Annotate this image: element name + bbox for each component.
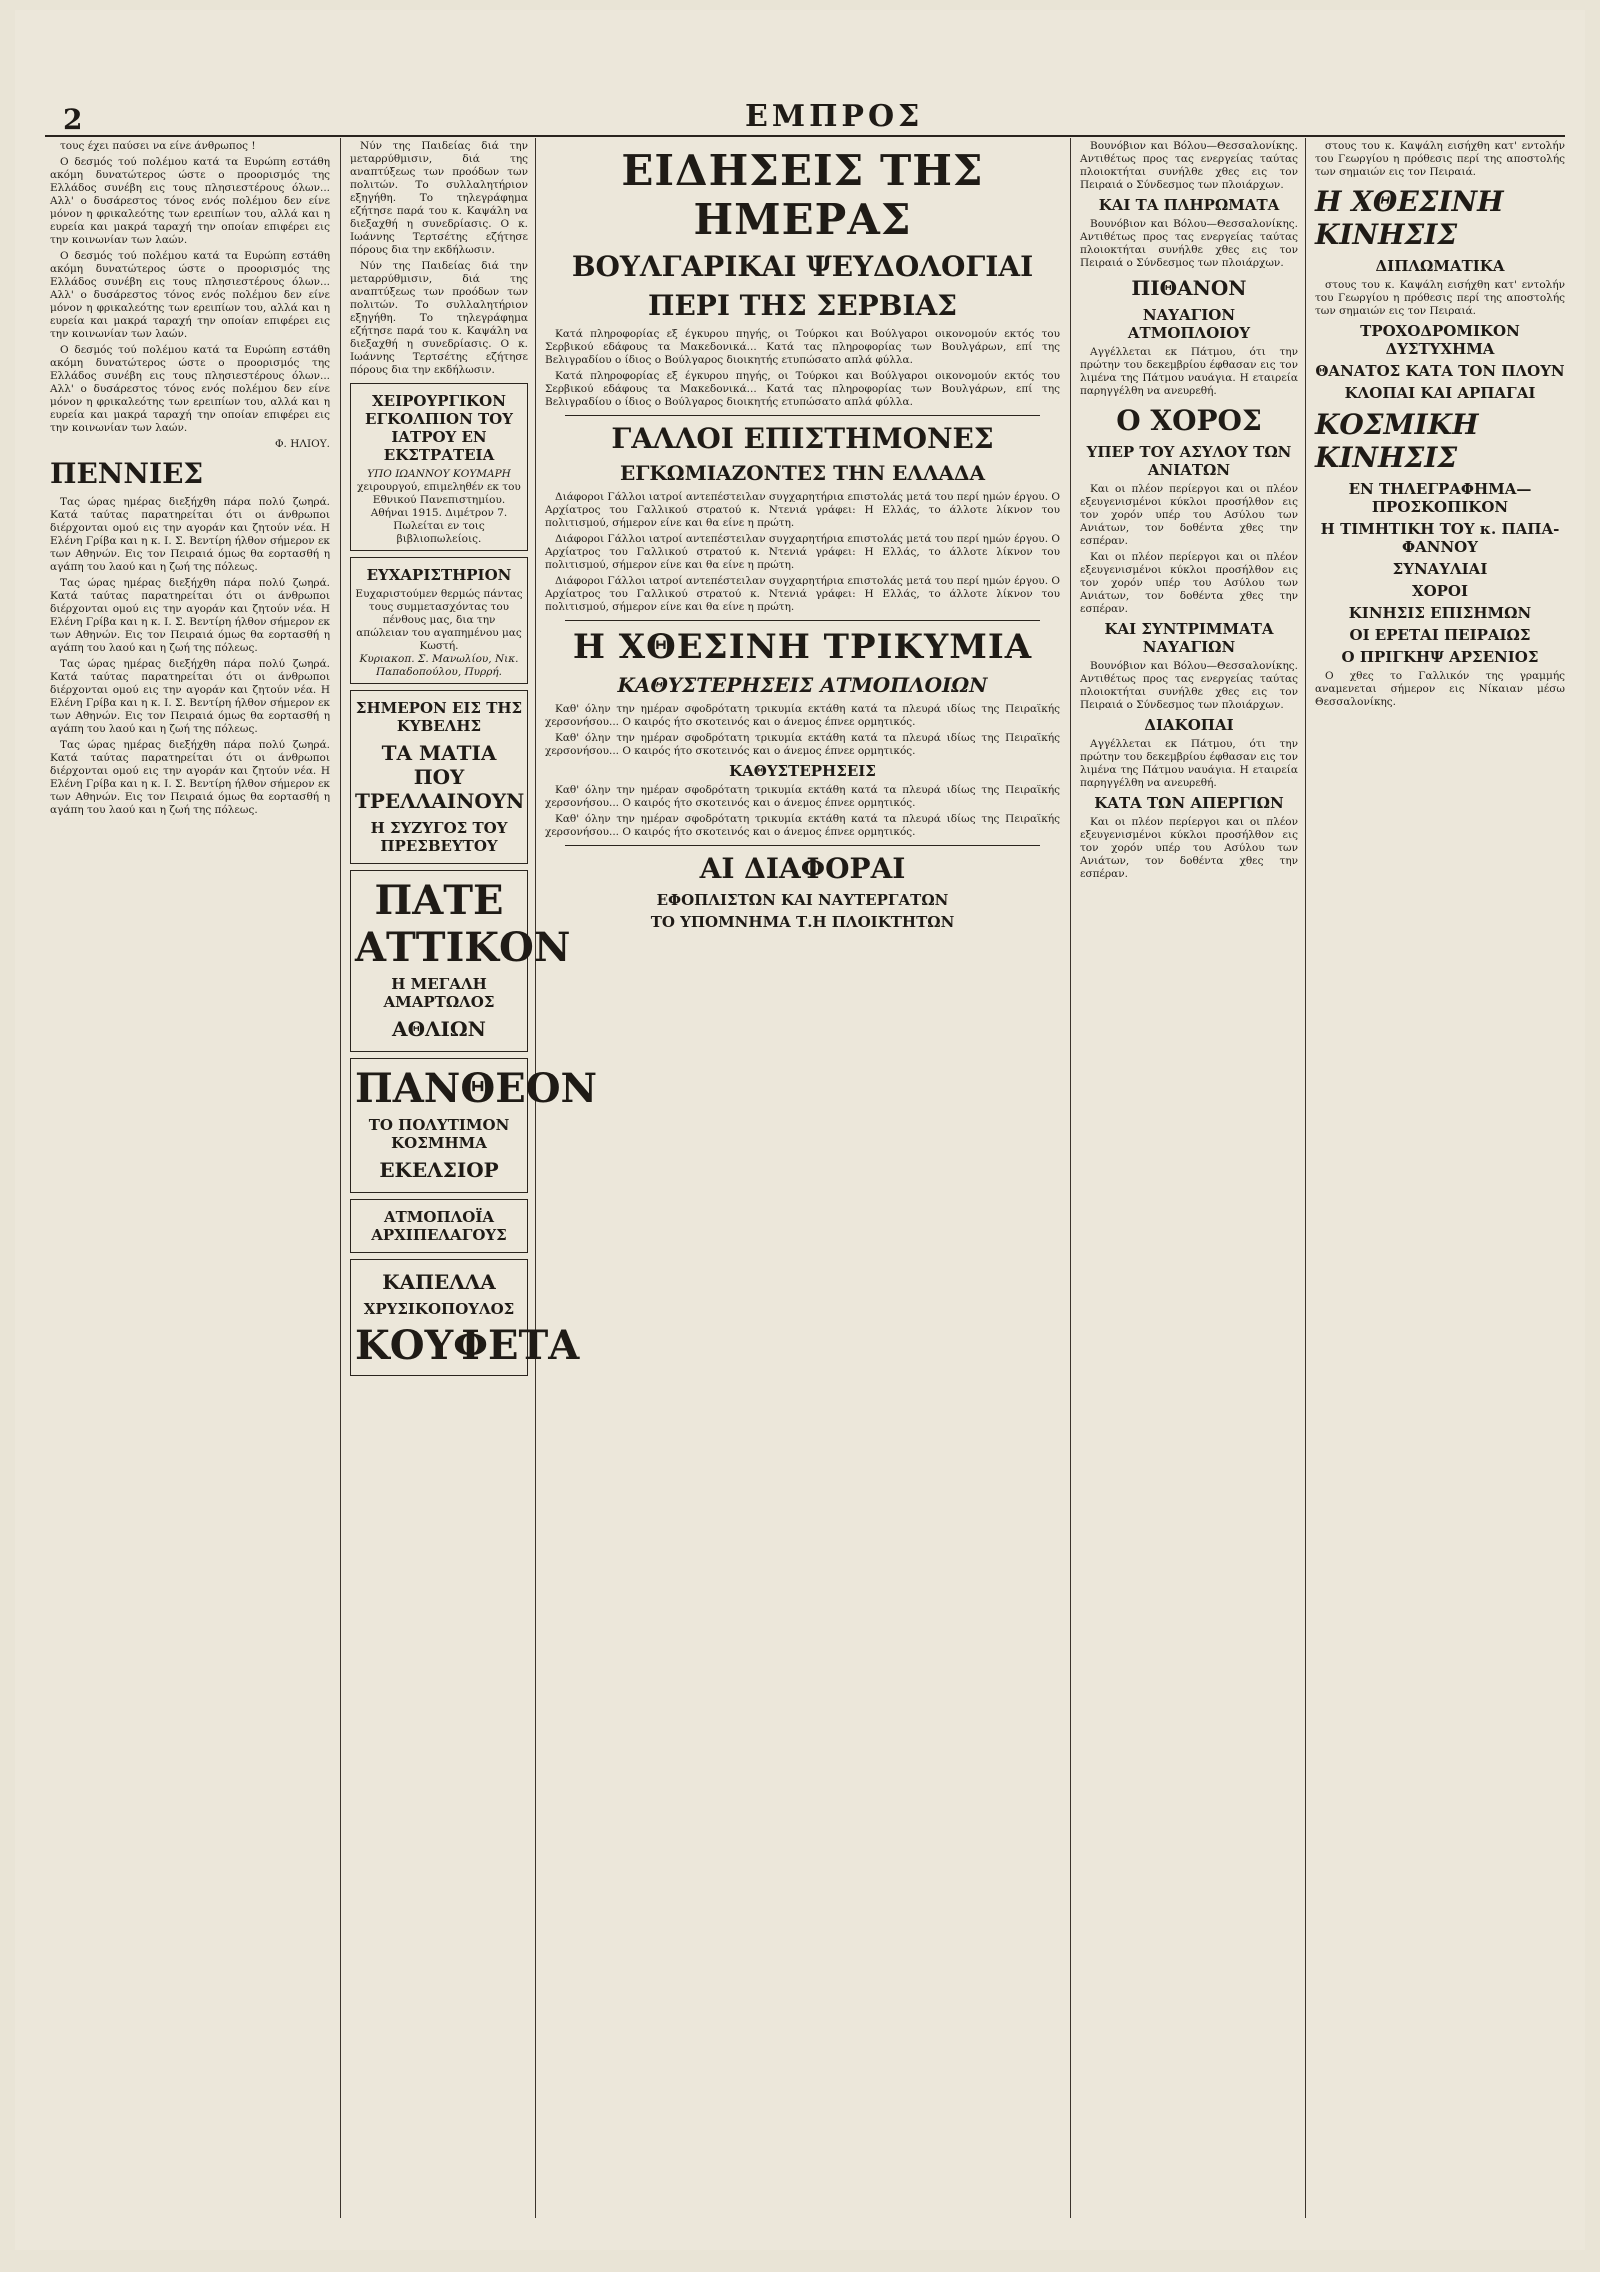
column-5 xyxy=(1315,140,1565,2220)
shipping-title: ΑΤΜΟΠΛΟΪΑ ΑΡΧΙΠΕΛΑΓΟΥΣ xyxy=(371,1208,507,1244)
subhead-strikes: ΚΑΤΑ ΤΩΝ ΑΠΕΡΓΙΩΝ xyxy=(1094,794,1284,812)
subhead-crews: ΚΑΙ ΤΑ ΠΛΗΡΩΜΑΤΑ xyxy=(1098,196,1280,214)
subhead-tram-accident: ΤΡΟΧΟΔΡΟΜΙΚΟΝ ΔΥΣΤΥΧΗΜΑ xyxy=(1360,322,1520,358)
article-text-cont: Και οι πλέον περίεργοι και οι πλέον εξευγενισμένοι κύκλοι προσήλθον εις τον χορόν υπέρ του Ασύλου των Ανιάτων, τον δοθέντα χθες την εσπέραν. xyxy=(1080,816,1298,880)
headline-dance: Ο ΧΟΡΟΣ xyxy=(1116,404,1262,437)
theatre-film: Η ΜΕΓΑΛΗ ΑΜΑΡΤΩΛΟΣ xyxy=(383,975,495,1011)
theatre-header: ΣΗΜΕΡΟΝ ΕΙΣ ΤΗΣ ΚΥΒΕΛΗΣ xyxy=(355,699,523,735)
theatre-pate-ad xyxy=(350,870,571,1052)
headline-storm: Η ΧΘΕΣΙΝΗ ΤΡΙΚΥΜΙΑ xyxy=(572,627,1033,667)
theatre-kyveli-ad xyxy=(350,690,528,864)
article-shipwreck: Αγγέλλεται εκ Πάτμου, ότι την πρώτην του δεκεμβρίου έφθασαν εις τον λιμένα της Πάτμου ναυάγια. Η εταιρεία παρηγγέλθη να ανευρεθή. xyxy=(1080,346,1298,397)
column-rule xyxy=(535,138,536,2218)
theatre-name: ΠΑΝΘΕΟΝ xyxy=(355,1065,598,1112)
column-rule xyxy=(340,138,341,2218)
paper-name: ΕΜΠΡΟΣ xyxy=(745,99,924,134)
theatre-film: ΤΟ ΠΟΛΥΤΙΜΟΝ ΚΟΣΜΗΜΑ xyxy=(368,1116,510,1152)
column-4 xyxy=(1080,140,1298,2220)
article-storm-cont: Καθ' όλην την ημέραν σφοδρότατη τρικυμία εκτάθη κατά τα πλευρά ιδίως της Πειραϊκής χερσονήσου... Ο καιρός ήτο σκοτεινός και ο άνεμος έπνεε ορμητικός. xyxy=(545,813,1060,838)
headline-serbia: ΠΕΡΙ ΤΗΣ ΣΕΡΒΙΑΣ xyxy=(648,289,957,322)
article-text-cont: Αγγέλλεται εκ Πάτμου, ότι την πρώτην του δεκεμβρίου έφθασαν εις τον λιμένα της Πάτμου ναυάγια. Η εταιρεία παρηγγέλθη να ανευρεθή. xyxy=(1080,738,1298,789)
chapel-ad xyxy=(350,1259,580,1376)
article-storm-cont: Καθ' όλην την ημέραν σφοδρότατη τρικυμία εκτάθη κατά τα πλευρά ιδίως της Πειραϊκής χερσονήσου... Ο καιρός ήτο σκοτεινός και ο άνεμος έπνεε ορμητικός. xyxy=(545,784,1060,809)
subhead-prince: Ο ΠΡΙΓΚΗΨ ΑΡΣΕΝΙΟΣ xyxy=(1341,648,1539,666)
subhead-rowers: ΟΙ ΕΡΕΤΑΙ ΠΕΙΡΑΙΩΣ xyxy=(1349,626,1531,644)
thanks-signature: Κυριακοπ. Σ. Μανωλίου, Νικ. Παπαδοπούλου, Πυρρή. xyxy=(359,653,519,678)
masthead xyxy=(45,99,1565,137)
article-text: Βουνόβιον και Βόλου—Θεσσαλονίκης. Αντιθέτως προς τας ενεργείας ταύτας πλοιοκτήται συνήλθε χθες εις τον Πειραιά ο Σύνδεσμος των πλοιάρχων. xyxy=(1080,140,1298,191)
subhead-honor: Η ΤΙΜΗΤΙΚΗ ΤΟΥ κ. ΠΑΠΑ-ΦΑΝΝΟΥ xyxy=(1320,520,1560,556)
subhead-officials: ΚΙΝΗΣΙΣ ΕΠΙΣΗΜΩΝ xyxy=(1348,604,1532,622)
subhead-interruptions: ΔΙΑΚΟΠΑΙ xyxy=(1144,716,1234,734)
theatre-next: Η ΣΥΖΥΓΟΣ ΤΟΥ ΠΡΕΣΒΕΥΤΟΥ xyxy=(370,819,508,855)
page-number: 2 xyxy=(63,103,83,136)
article-french-cont: Διάφοροι Γάλλοι ιατροί αντεπέστειλαν συγχαρητήρια επιστολάς μετά του περί ημών έργου. Ο Αρχίατρος του Γαλλικού στρατού κ. Ντενιά γράφει: Η Ελλάς, το άλλοτε λίκνον του πολιτισμού, σήμερον είνε και θα είνε η πρώτη. xyxy=(545,533,1060,571)
headline-disputes-sub2: ΤΟ ΥΠΟΜΝΗΜΑ Τ.Η ΠΛΟΙΚΤΗΤΩΝ xyxy=(650,913,955,931)
headline-disputes: ΑΙ ΔΙΑΦΟΡΑΙ xyxy=(699,852,906,885)
article-french-cont: Διάφοροι Γάλλοι ιατροί αντεπέστειλαν συγχαρητήρια επιστολάς μετά του περί ημών έργου. Ο Αρχίατρος του Γαλλικού στρατού κ. Ντενιά γράφει: Η Ελλάς, το άλλοτε λίκνον του πολιτισμού, σήμερον είνε και θα είνε η πρώτη. xyxy=(545,575,1060,613)
article-text: στους του κ. Καψάλη εισήχθη κατ' εντολήν του Γεωργίου η πρόθεσις περί της αποστολής των σημαιών εις τον Πειραιά. xyxy=(1315,140,1565,178)
theatre-next: ΑΘΛΙΩΝ xyxy=(392,1017,486,1041)
section-text: Τας ώρας ημέρας διεξήχθη πάρα πολύ ζωηρά. Κατά ταύτας παρατηρείται ότι οι άνθρωποι διέρχονται ομού εις την αγοράν και ζητούν νέα. Η Ελένη Γρίβα και η κ. Ι. Σ. Βεντίρη ήλθον σήμερον εκ των Αθηνών. Εις τον Πειραιά όμως θα εορτασθή η αγάπη του λαού και η ζωή της πόλεως. xyxy=(50,496,330,573)
divider xyxy=(565,415,1040,416)
sweets-title: ΚΟΥΦΕΤΑ xyxy=(355,1322,580,1369)
headline-shipwreck: ΠΙΘΑΝΟΝ xyxy=(1131,276,1247,300)
editorial-text-cont: Ο δεσμός τού πολέμου κατά τα Ευρώπη εστάθη ακόμη δυνατώτερος ώστε ο προορισμός της Ελλάδος συνέβη εις τους πλησιεστέρους όλων... Αλλ' ο δυσάρεστος τόνος ενός πολέμου δεν είνε μόνον η φρικαλεότης των ερειπίων του, αλλά και η ευρεία και μακρά ταραχή την οποίαν επιφέρει εις την κοινωνίαν των λαών. xyxy=(50,250,330,340)
article-text-cont: Βουνόβιον και Βόλου—Θεσσαλονίκης. Αντιθέτως προς τας ενεργείας ταύτας πλοιοκτήται συνήλθε χθες εις τον Πειραιά ο Σύνδεσμος των πλοιάρχων. xyxy=(1080,218,1298,269)
headline-disputes-sub: ΕΦΟΠΛΙΣΤΩΝ ΚΑΙ ΝΑΥΤΕΡΓΑΤΩΝ xyxy=(656,891,949,909)
divider xyxy=(565,620,1040,621)
theatre-play: ΤΑ ΜΑΤΙΑ ΠΟΥ ΤΡΕΛΛΑΙΝΟΥΝ xyxy=(355,741,525,813)
article-dance-cont: Και οι πλέον περίεργοι και οι πλέον εξευγενισμένοι κύκλοι προσήλθον εις τον χορόν υπέρ του Ασύλου των Ανιάτων, τον δοθέντα χθες την εσπέραν. xyxy=(1080,551,1298,615)
theatre-pantheon-ad xyxy=(350,1058,598,1193)
theatre-name: ΠΑΤΕ ΑΤΤΙΚΟΝ xyxy=(355,877,571,971)
subhead-delays: ΚΑΘΥΣΤΕΡΗΣΕΙΣ xyxy=(729,762,876,780)
headline-dance-sub: ΥΠΕΡ ΤΟΥ ΑΣΥΛΟΥ ΤΩΝ ΑΝΙΑΤΩΝ xyxy=(1086,443,1292,479)
intro-line: τους έχει παύσει να είνε άνθρωπος ! xyxy=(60,140,256,152)
headline-shipwreck-sub: ΝΑΥΑΓΙΟΝ ΑΤΜΟΠΛΟΙΟΥ xyxy=(1127,306,1251,342)
article-bulgarian-cont: Κατά πληροφορίας εξ έγκυρου πηγής, οι Τούρκοι και Βούλγαροι οικονομούν εκτός του Σερβικού εδάφους τα Μακεδονικά... Κατά τας πληροφορίας των Βουλγάρων, επί της Βελιγραδίου ο ίδιος ο Βούλγαρος διοικητής ετυπώσατο απλά φύλλα. xyxy=(545,370,1060,408)
headline-french-sub: ΕΓΚΩΜΙΑΖΟΝΤΕΣ ΤΗΝ ΕΛΛΑΔΑ xyxy=(619,461,986,485)
article-dance: Και οι πλέον περίεργοι και οι πλέον εξευγενισμένοι κύκλοι προσήλθον εις τον χορόν υπέρ του Ασύλου των Ανιάτων, τον δοθέντα χθες την εσπέραν. xyxy=(1080,483,1298,547)
column-2 xyxy=(350,140,598,2220)
subhead-wreckage: ΚΑΙ ΣΥΝΤΡΙΜΜΑΤΑ ΝΑΥΑΓΙΩΝ xyxy=(1104,620,1274,656)
article-text-cont: Νύν της Παιδείας διά την μεταρρύθμισιν, διά της αναπτύξεως των προόδων των πολιτών. Το συλλαλητήριον εξηγήθη. Το τηλεγράφημα εζήτησε παρά του κ. Καψάλη να διεξαχθή η συνεδρίασις. Ο κ. Ιωάννης Τερτσέτης εζήτησε πόρους δια την εκδήλωσιν. xyxy=(350,260,528,376)
newspaper-page xyxy=(15,10,1585,2250)
thanks-text: Ευχαριστούμεν θερμώς πάντας τους συμμετασχόντας του πένθους μας, δια την απώλειαν του αγαπημένου μας Κωστή. xyxy=(355,588,523,652)
main-news-title: ΕΙΔΗΣΕΙΣ ΤΗΣ ΗΜΕΡΑΣ xyxy=(621,146,984,244)
signature: Φ. ΗΛΙΟΥ. xyxy=(274,438,330,450)
column-rule xyxy=(1070,138,1071,2218)
closing-text: Ο χθες το Γαλλικόν της γραμμής αναμενεται σήμερον εις Νίκαιαν μέσω Θεσσαλονίκης. xyxy=(1315,670,1565,708)
thanks-notice xyxy=(350,557,528,684)
headline-french: ΓΑΛΛΟΙ ΕΠΙΣΤΗΜΟΝΕΣ xyxy=(611,422,994,455)
subhead-diplomatic: ΔΙΠΛΩΜΑΤΙΚΑ xyxy=(1375,257,1505,275)
article-storm-cont: Καθ' όλην την ημέραν σφοδρότατη τρικυμία εκτάθη κατά τα πλευρά ιδίως της Πειραϊκής χερσονήσου... Ο καιρός ήτο σκοτεινός και ο άνεμος έπνεε ορμητικός. xyxy=(545,732,1060,757)
ad-text: χειρουργού, επιμεληθέν εκ του Εθνικού Πανεπιστημίου. Αθήναι 1915. Διμέτρον 7. Πωλείται εν τοις βιβλιοπωλείοις. xyxy=(357,481,521,545)
subhead-thefts: ΚΛΟΠΑΙ ΚΑΙ ΑΡΠΑΓΑΙ xyxy=(1344,384,1536,402)
column-3 xyxy=(545,140,1060,2220)
editorial-text-cont: Ο δεσμός τού πολέμου κατά τα Ευρώπη εστάθη ακόμη δυνατώτερος ώστε ο προορισμός της Ελλάδος συνέβη εις τους πλησιεστέρους όλων... Αλλ' ο δυσάρεστος τόνος ενός πολέμου δεν είνε μόνον η φρικαλεότης των ερειπίων του, αλλά και η ευρεία και μακρά ταραχή την οποίαν επιφέρει εις την κοινωνίαν των λαών. xyxy=(50,344,330,434)
subhead-concerts: ΣΥΝΑΥΛΙΑΙ xyxy=(1392,560,1488,578)
ad-surgical-handbook xyxy=(350,383,528,551)
section-text-cont: Τας ώρας ημέρας διεξήχθη πάρα πολύ ζωηρά. Κατά ταύτας παρατηρείται ότι οι άνθρωποι διέρχονται ομού εις την αγοράν και ζητούν νέα. Η Ελένη Γρίβα και η κ. Ι. Σ. Βεντίρη ήλθον σήμερον εκ των Αθηνών. Εις τον Πειραιά όμως θα εορτασθή η αγάπη του λαού και η ζωή της πόλεως. xyxy=(50,577,330,654)
article-french: Διάφοροι Γάλλοι ιατροί αντεπέστειλαν συγχαρητήρια επιστολάς μετά του περί ημών έργου. Ο Αρχίατρος του Γαλλικού στρατού κ. Ντενιά γράφει: Η Ελλάς, το άλλοτε λίκνον του πολιτισμού, σήμερον είνε και θα είνε η πρώτη. xyxy=(545,491,1060,529)
article-text-cont: Βουνόβιον και Βόλου—Θεσσαλονίκης. Αντιθέτως προς τας ενεργείας ταύτας πλοιοκτήται συνήλθε χθες εις τον Πειραιά ο Σύνδεσμος των πλοιάρχων. xyxy=(1080,660,1298,711)
shipping-ad xyxy=(350,1199,528,1253)
headline-storm-sub: ΚΑΘΥΣΤΕΡΗΣΕΙΣ ΑΤΜΟΠΛΟΙΩΝ xyxy=(617,673,988,697)
section-yesterdays-movement: Η ΧΘΕΣΙΝΗ ΚΙΝΗΣΙΣ xyxy=(1315,185,1504,251)
section-text-cont: Τας ώρας ημέρας διεξήχθη πάρα πολύ ζωηρά. Κατά ταύτας παρατηρείται ότι οι άνθρωποι διέρχονται ομού εις την αγοράν και ζητούν νέα. Η Ελένη Γρίβα και η κ. Ι. Σ. Βεντίρη ήλθον σήμερον εκ των Αθηνών. Εις τον Πειραιά όμως θα εορτασθή η αγάπη του λαού και η ζωή της πόλεως. xyxy=(50,739,330,816)
chapel-name: ΧΡΥΣΙΚΟΠΟΥΛΟΣ xyxy=(363,1300,515,1318)
divider xyxy=(565,845,1040,846)
headline-bulgarian: ΒΟΥΛΓΑΡΙΚΑΙ ΨΕΥΔΟΛΟΓΙΑΙ xyxy=(571,250,1034,283)
article-bulgarian: Κατά πληροφορίας εξ έγκυρου πηγής, οι Τούρκοι και Βούλγαροι οικονομούν εκτός του Σερβικού εδάφους τα Μακεδονικά... Κατά τας πληροφορίας των Βουλγάρων, επί της Βελιγραδίου ο ίδιος ο Βούλγαρος διοικητής ετυπώσατο απλά φύλλα. xyxy=(545,328,1060,366)
section-social: ΚΟΣΜΙΚΗ ΚΙΝΗΣΙΣ xyxy=(1315,408,1479,474)
article-text: Νύν της Παιδείας διά την μεταρρύθμισιν, διά της αναπτύξεως των προόδων των πολιτών. Το συλλαλητήριον εξηγήθη. Το τηλεγράφημα εζήτησε παρά του κ. Καψάλη να διεξαχθή η συνεδρίασις. Ο κ. Ιωάννης Τερτσέτης εζήτησε πόρους δια την εκδήλωσιν. xyxy=(350,140,528,256)
column-rule xyxy=(1305,138,1306,2218)
theatre-next: ΕΚΕΛΣΙΟΡ xyxy=(379,1158,499,1182)
editorial-text: Ο δεσμός τού πολέμου κατά τα Ευρώπη εστάθη ακόμη δυνατώτερος ώστε ο προορισμός της Ελλάδος συνέβη εις τους πλησιεστέρους όλων... Αλλ' ο δυσάρεστος τόνος ενός πολέμου δεν είνε μόνον η φρικαλεότης των ερειπίων του, αλλά και η ευρεία και μακρά ταραχή την οποίαν επιφέρει εις την κοινωνίαν των λαών. xyxy=(50,156,330,246)
subhead-death: ΘΑΝΑΤΟΣ ΚΑΤΑ ΤΟΝ ΠΛΟΥΝ xyxy=(1315,362,1565,380)
section-text-cont: Τας ώρας ημέρας διεξήχθη πάρα πολύ ζωηρά. Κατά ταύτας παρατηρείται ότι οι άνθρωποι διέρχονται ομού εις την αγοράν και ζητούν νέα. Η Ελένη Γρίβα και η κ. Ι. Σ. Βεντίρη ήλθον σήμερον εκ των Αθηνών. Εις τον Πειραιά όμως θα εορτασθή η αγάπη του λαού και η ζωή της πόλεως. xyxy=(50,658,330,735)
thanks-title: ΕΥΧΑΡΙΣΤΗΡΙΟΝ xyxy=(366,566,512,584)
ad-author: ΥΠΟ ΙΩΑΝΝΟΥ ΚΟΥΜΑΡΗ xyxy=(367,468,511,480)
subhead-dances: ΧΟΡΟΙ xyxy=(1411,582,1469,600)
article-text-cont: στους του κ. Καψάλη εισήχθη κατ' εντολήν του Γεωργίου η πρόθεσις περί της αποστολής των σημαιών εις τον Πειραιά. xyxy=(1315,279,1565,317)
chapel-title: ΚΑΠΕΛΛΑ xyxy=(382,1270,496,1294)
section-title-pennies: ΠΕΝΝΙΕΣ xyxy=(50,457,204,490)
column-1 xyxy=(50,140,330,2220)
ad-title: ΧΕΙΡΟΥΡΓΙΚΟΝ ΕΓΚΟΛΠΙΟΝ ΤΟΥ ΙΑΤΡΟΥ ΕΝ ΕΚΣΤΡΑΤΕΙΑ xyxy=(365,392,513,464)
subhead-telegram: ΕΝ ΤΗΛΕΓΡΑΦΗΜΑ—ΠΡΟΣΚΟΠΙΚΟΝ xyxy=(1348,480,1532,516)
article-storm: Καθ' όλην την ημέραν σφοδρότατη τρικυμία εκτάθη κατά τα πλευρά ιδίως της Πειραϊκής χερσονήσου... Ο καιρός ήτο σκοτεινός και ο άνεμος έπνεε ορμητικός. xyxy=(545,703,1060,728)
